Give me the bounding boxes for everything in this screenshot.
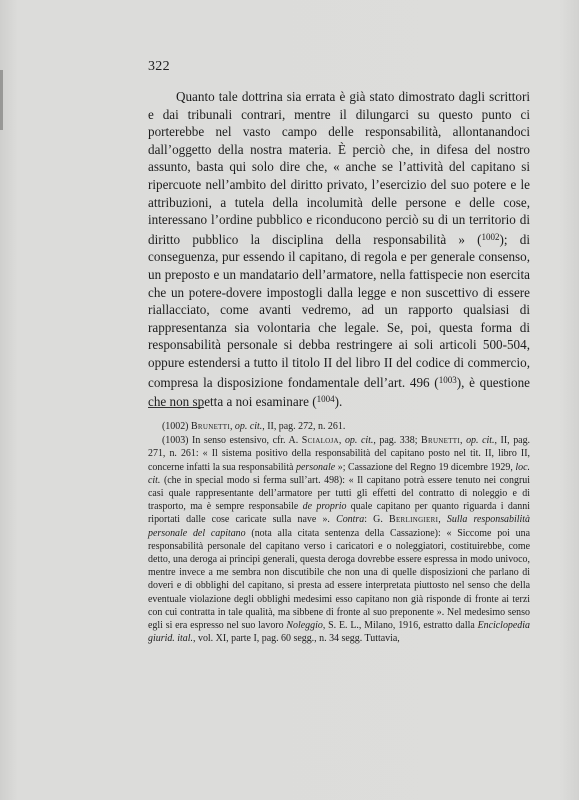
binding-edge-mark xyxy=(0,70,3,130)
footnotes xyxy=(148,420,530,645)
paragraph: Quanto tale dottrina sia errata è già stato dimostrato dagli scrittori e dai tribunali contrari, mentre il dilungarci su questo punto ci porterebbe nel vasto campo delle responsabilità, allontanandoci dall’oggetto della nostra materia. È perciò che, in difesa del nostro assunto, basta qui solo dire che, « anche se l’attività del capitano si ripercuote nell’ambito del diritto privato, l’esercizio del suo potere e le attribuzioni, a tutela della incolumità delle persone e delle cose, interessano l’ordine pubblico e riconducono perciò su di un territorio di diritto pubblico la disciplina della responsabilità » ($^{1002}$); di conseguenza, pur essendo il capitano, di regola e per generale consenso, un preposto e un mandatario dell’armatore, nella fattispecie non esercita che un potere-dovere impostogli dalla legge e non suscettivo di essere riallacciato, come avanti vedremo, ad un rapporto qualsiasi di rappresentanza sia volontaria che legale. Se, poi, questa forma di responsabilità personale si debba restringere ai soli articoli 500-504, oppure estendersi a tutto il titolo II del libro II del codice di commercio, compresa la disposizione fondamentale dell’art. 496 ($^{1003}$), è questione che non spetta a noi esaminare ($^{1004}$). xyxy=(148,89,530,410)
footnote-1002: (1002) Brunetti, op. cit., II, pag. 272, n. 261. xyxy=(162,421,346,432)
main-text xyxy=(148,88,530,411)
footnote-separator xyxy=(148,407,204,408)
page-number: 322 xyxy=(148,59,170,74)
footnote-1003: (1003) In senso estensivo, cfr. A. Scialoja, op. cit., pag. 338; Brunetti, op. cit., II, pag. 271, n. 261: « Il sistema positivo della responsabilità del capitano posto nel tit. II, libro II, concerne infatti la sua responsabilità personale »; Cassazione del Regno 19 dicembre 1929, loc. cit. (che in special modo si ferma sull’art. 498): « Il capitano potrà essere tenuto nei congrui casi quale rappresentante dell’armatore per tutti gli effetti del contratto di noleggio e di trasporto, ma è sempre responsabile de proprio quale capitano per quanto riguarda i danni riportati dalle cose caricate sulla nave ». Contra: G. Berlingieri, Sulla responsabilità personale del capitano (nota alla citata sentenza della Cassazione): « Siccome poi una responsabilità personale del capitano verso i caricatori e o noleggiatori, costituirebbe, come detto, una deroga ai principi generali, questa deroga dovrebbe essere espressa in modo univoco, mentre invece a me sembra non discutibile che non una di quelle disposizioni che parlano di doveri e di obblighi del capitano, si presta ad essere interpretata piuttosto nel senso che della eventuale violazione degli obblighi medesimi esso capitano non già risponde di fronte ai terzi con cui contratta in tale qualità, ma sibbene di fronte al suo preponente ». Nel medesimo senso egli si era espresso nel suo lavoro Noleggio, S. E. L., Milano, 1916, estratto dalla Enciclopedia giurid. ital., vol. XI, parte I, pag. 60 segg., n. 34 segg. Tuttavia, xyxy=(148,435,531,645)
